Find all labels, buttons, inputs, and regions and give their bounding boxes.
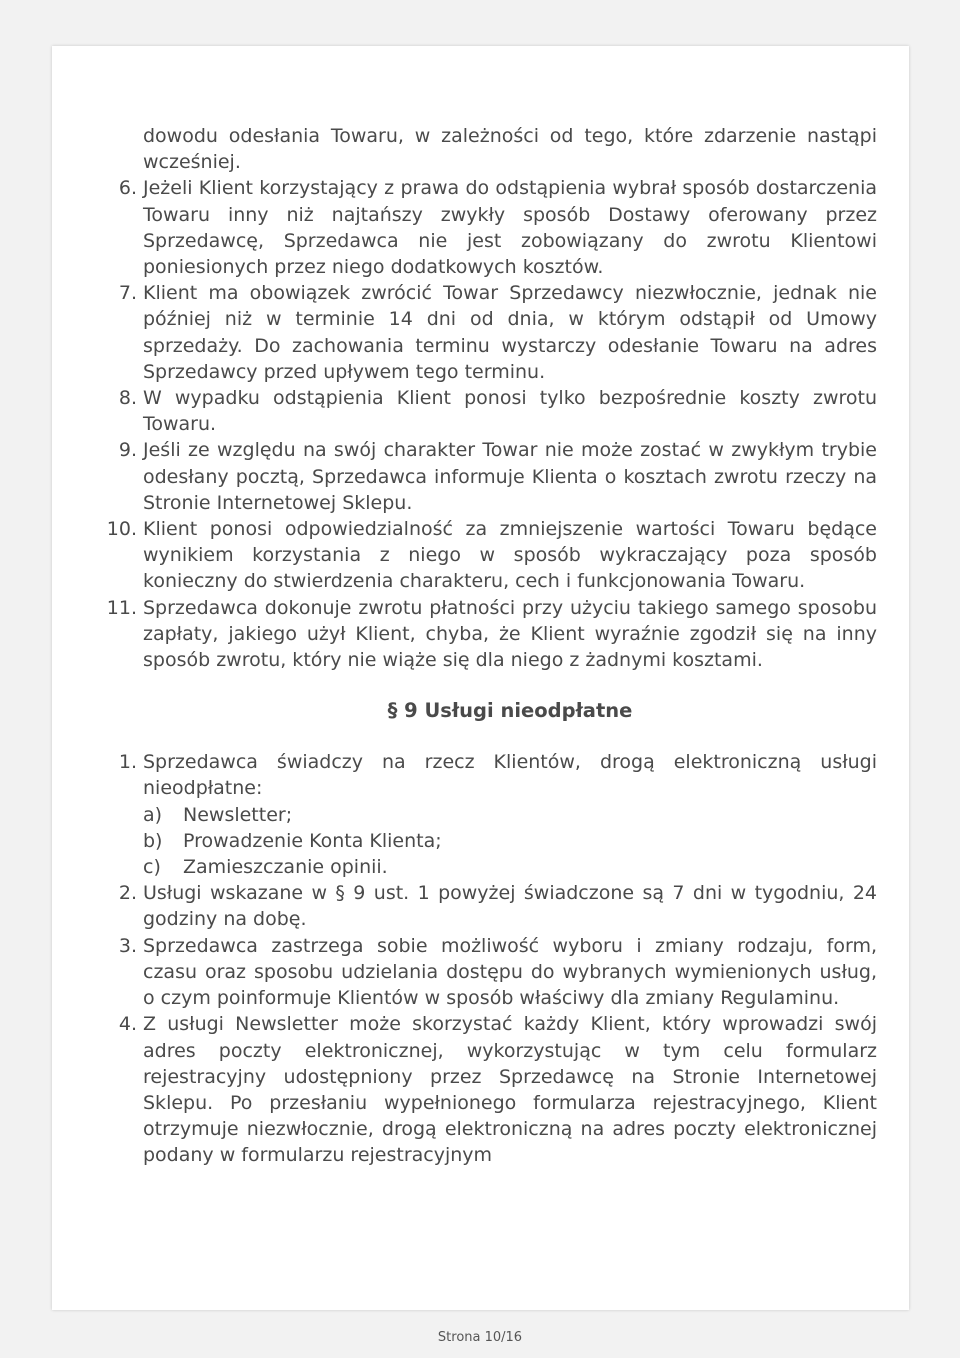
list-text: Sprzedawca dokonuje zwrotu płatności przy użyciu takiego samego sposobu zapłaty, jakiego użył Klient, chyba, że Klient wyraźnie zgodził się na inny sposób zwrotu, który nie wiąże się dla niego z żadnymi kosztami. (143, 596, 877, 672)
list-text: Klient ponosi odpowiedzialność za zmniejszenie wartości Towaru będące wynikiem korzystania z niego w sposób wykraczający poza sposób konieczny do stwierdzenia charakteru, cech i funkcjonowania Towaru. (143, 518, 877, 593)
list-text: Sprzedawca świadczy na rzecz Klientów, drogą elektroniczną usługi nieodpłatne: (143, 751, 877, 800)
list-item-8 (118, 385, 877, 437)
sub-item-a (143, 802, 877, 828)
sub-letter: a) (143, 803, 163, 826)
document-content (106, 123, 877, 1169)
list-text: W wypadku odstąpienia Klient ponosi tylko bezpośrednie koszty zwrotu Towaru. (143, 387, 877, 436)
list-number: 1. (118, 751, 137, 774)
page-number-footer: Strona 10/16 (437, 1330, 523, 1345)
list-item-6 (118, 175, 877, 280)
list-item-1 (118, 749, 877, 880)
list-text: Sprzedawca zastrzega sobie możliwość wyboru i zmiany rodzaju, form, czasu oraz sposobu udzielania dostępu do wybranych wymienionych usług, o czym poinformuje Klientów w sposób właściwy dla zmiany Regulaminu. (143, 934, 877, 1010)
list-number: 4. (118, 1013, 137, 1036)
list-item-3 (118, 933, 877, 1012)
sub-item-c (143, 854, 877, 880)
list-item-4 (118, 1011, 877, 1168)
list-number: 3. (118, 934, 137, 957)
list-text: Jeżeli Klient korzystający z prawa do odstąpienia wybrał sposób dostarczenia Towaru inny niż najtańszy zwykły sposób Dostawy oferowany przez Sprzedawcę, Sprzedawca nie jest zobowiązany do zwrotu Klientowi poniesionych przez niego dodatkowych kosztów. (143, 177, 877, 279)
list-text: Z usługi Newsletter może skorzystać każdy Klient, który wprowadzi swój adres poczty elektronicznej, wykorzystując w tym celu formularz rejestracyjny udostępniony przez Sprzedawcę na Stronie Internetowej Sklepu. Po przesłaniu wypełnionego formularza rejestracyjnego, Klient otrzymuje niezwłocznie, drogą elektroniczną na adres poczty elektronicznej podany w formularzu rejestracyjnym (143, 1013, 877, 1167)
section-heading: § 9 Usługi nieodpłatne (387, 699, 633, 723)
list-item-7 (118, 280, 877, 385)
list-text: Klient ma obowiązek zwrócić Towar Sprzedawcy niezwłocznie, jednak nie później niż w terminie 14 dni od dnia, w którym odstąpił od Umowy sprzedaży. Do zachowania terminu wystarczy odesłanie Towaru na adres Sprzedawcy przed upływem tego terminu. (143, 282, 877, 383)
sub-list (143, 802, 877, 881)
continuation-paragraph: dowodu odesłania Towaru, w zależności od tego, które zdarzenie nastąpi wcześniej. (143, 125, 877, 174)
list-item-10 (106, 516, 877, 595)
list-item-2 (118, 880, 877, 932)
list-item-11 (106, 595, 877, 674)
sub-letter: b) (143, 829, 163, 852)
list-text: Jeśli ze względu na swój charakter Towar nie może zostać w zwykłym trybie odesłany pocztą, Sprzedawca informuje Klienta o kosztach zwrotu rzeczy na Stronie Internetowej Sklepu. (143, 439, 877, 514)
sub-text: Zamieszczanie opinii. (183, 856, 388, 879)
list-number: 10. (106, 518, 137, 541)
list-number: 6. (118, 177, 137, 200)
list-number: 7. (118, 282, 137, 305)
list-number: 2. (118, 882, 137, 905)
sub-text: Newsletter; (183, 803, 293, 826)
list-number: 8. (118, 387, 137, 410)
list-number: 9. (118, 439, 137, 462)
sub-item-b (143, 828, 877, 854)
list-number: 11. (106, 596, 137, 619)
list-item-9 (118, 437, 877, 516)
sub-text: Prowadzenie Konta Klienta; (183, 829, 442, 852)
list-text: Usługi wskazane w § 9 ust. 1 powyżej świadczone są 7 dni w tygodniu, 24 godziny na dobę. (143, 882, 877, 931)
sub-letter: c) (143, 856, 161, 879)
